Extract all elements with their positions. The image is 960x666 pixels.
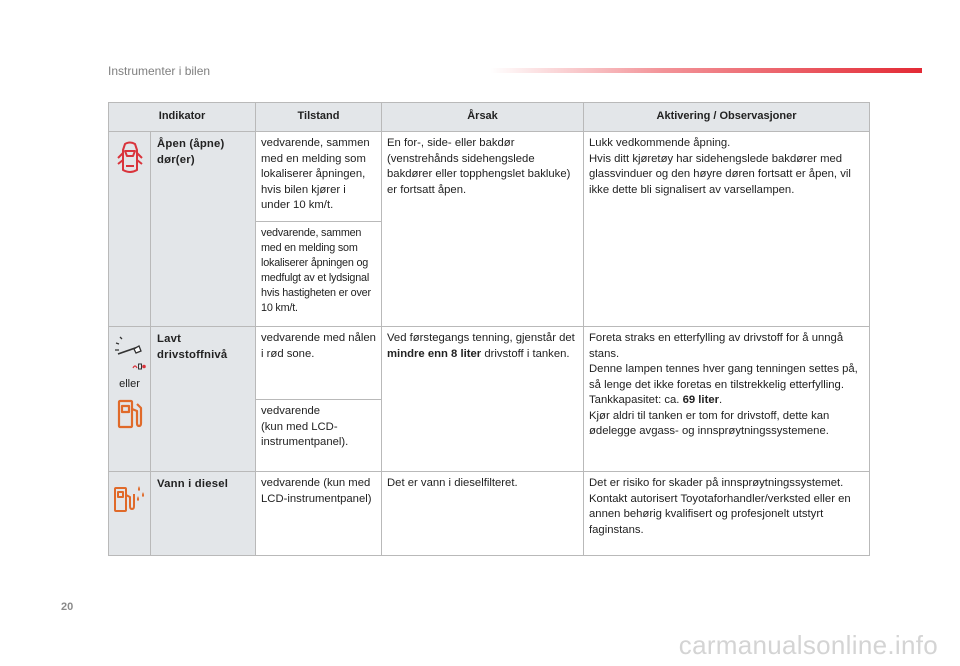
indicator-table xyxy=(108,102,870,556)
table-header-row xyxy=(109,103,870,132)
cause-highlight: mindre enn 8 liter xyxy=(387,347,482,360)
indicator-name: Vann i diesel xyxy=(151,472,256,556)
state-text: (kun med LCD-instrumentpanel). xyxy=(261,420,349,448)
column-header-observasjoner: Aktivering / Observasjoner xyxy=(584,103,870,132)
open-door-icon xyxy=(117,140,143,176)
observation-cell xyxy=(584,132,870,327)
indicator-name-line1: Lavt xyxy=(157,333,182,345)
observation-line: Hvis ditt kjøretøy har sidehengslede bakdører med glassvinduer og den høyre døren fortsatt er åpen, vil ikke dette bli signalisert av varsellampen. xyxy=(589,152,851,196)
water-in-diesel-icon xyxy=(113,484,147,514)
state-cell: vedvarende, sammen med en melding som lokaliserer åpningen og medfulgt av et lydsignal hvis hastigheten er over 10 km/t. xyxy=(256,222,382,327)
icon-separator-text: eller xyxy=(119,378,140,390)
page-number: 20 xyxy=(61,601,74,613)
column-header-tilstand: Tilstand xyxy=(256,103,382,132)
cause-cell: Det er vann i dieselfilteret. xyxy=(382,472,584,556)
state-cell: vedvarende, sammen med en melding som lokaliserer åpningen, hvis bilen kjører i under 10 km/t. xyxy=(256,132,382,222)
observation-line: Kjør aldri til tanken er tom for drivstoff, dette kan ødelegge avgass- og innsprøytningssystemene. xyxy=(589,409,830,437)
cause-cell: En for-, side- eller bakdør (venstrehånds sidehengslede bakdører eller topphengslet bakluke) er fortsatt åpen. xyxy=(382,132,584,327)
table-row xyxy=(109,472,870,556)
observation-line: Tankkapasitet: ca. xyxy=(589,394,680,406)
tank-capacity-value: 69 liter xyxy=(682,394,720,406)
cause-text: Ved førstegangs tenning, gjenstår det xyxy=(387,332,575,344)
fuel-pump-icon xyxy=(116,397,144,431)
indicator-name-line2: dør(er) xyxy=(157,153,195,166)
header-accent-bar xyxy=(490,68,922,73)
indicator-icon-cell xyxy=(109,327,151,472)
state-text: vedvarende xyxy=(261,405,321,417)
observation-line: . xyxy=(719,394,723,406)
indicator-name-line1: Åpen (åpne) xyxy=(157,138,225,150)
column-header-indikator: Indikator xyxy=(109,103,256,132)
observation-cell xyxy=(584,327,870,472)
observation-line: Foreta straks en etterfylling av drivstoff for å unngå stans. xyxy=(589,332,844,360)
page-header-title: Instrumenter i bilen xyxy=(108,64,211,78)
observation-cell: Det er risiko for skader på innsprøytningssystemet. Kontakt autorisert Toyotaforhandler/verksted eller en annen behørig kvalifisert og profesjonelt utstyrt faginstans. xyxy=(584,472,870,556)
state-cell: vedvarende med nålen i rød sone. xyxy=(256,327,382,400)
indicator-icon-cell xyxy=(109,132,151,327)
fuel-gauge-icon xyxy=(114,333,146,373)
watermark: carmanualsonline.info xyxy=(678,630,938,660)
state-cell: vedvarende (kun med LCD-instrumentpanel) xyxy=(256,472,382,556)
indicator-name xyxy=(151,132,256,327)
observation-line: Denne lampen tennes hver gang tenningen settes på, så lenge det ikke foretas en tilstrekkelig etterfylling. xyxy=(589,363,858,391)
cause-cell xyxy=(382,327,584,472)
indicator-name xyxy=(151,327,256,472)
indicator-icon-cell xyxy=(109,472,151,556)
indicator-name-line2: drivstoffnivå xyxy=(157,348,228,361)
state-cell xyxy=(256,400,382,472)
table-row xyxy=(109,132,870,222)
column-header-arsak: Årsak xyxy=(382,103,584,132)
cause-text: drivstoff i tanken. xyxy=(484,347,570,360)
table-row xyxy=(109,327,870,400)
observation-line: Lukk vedkommende åpning. xyxy=(589,137,731,149)
